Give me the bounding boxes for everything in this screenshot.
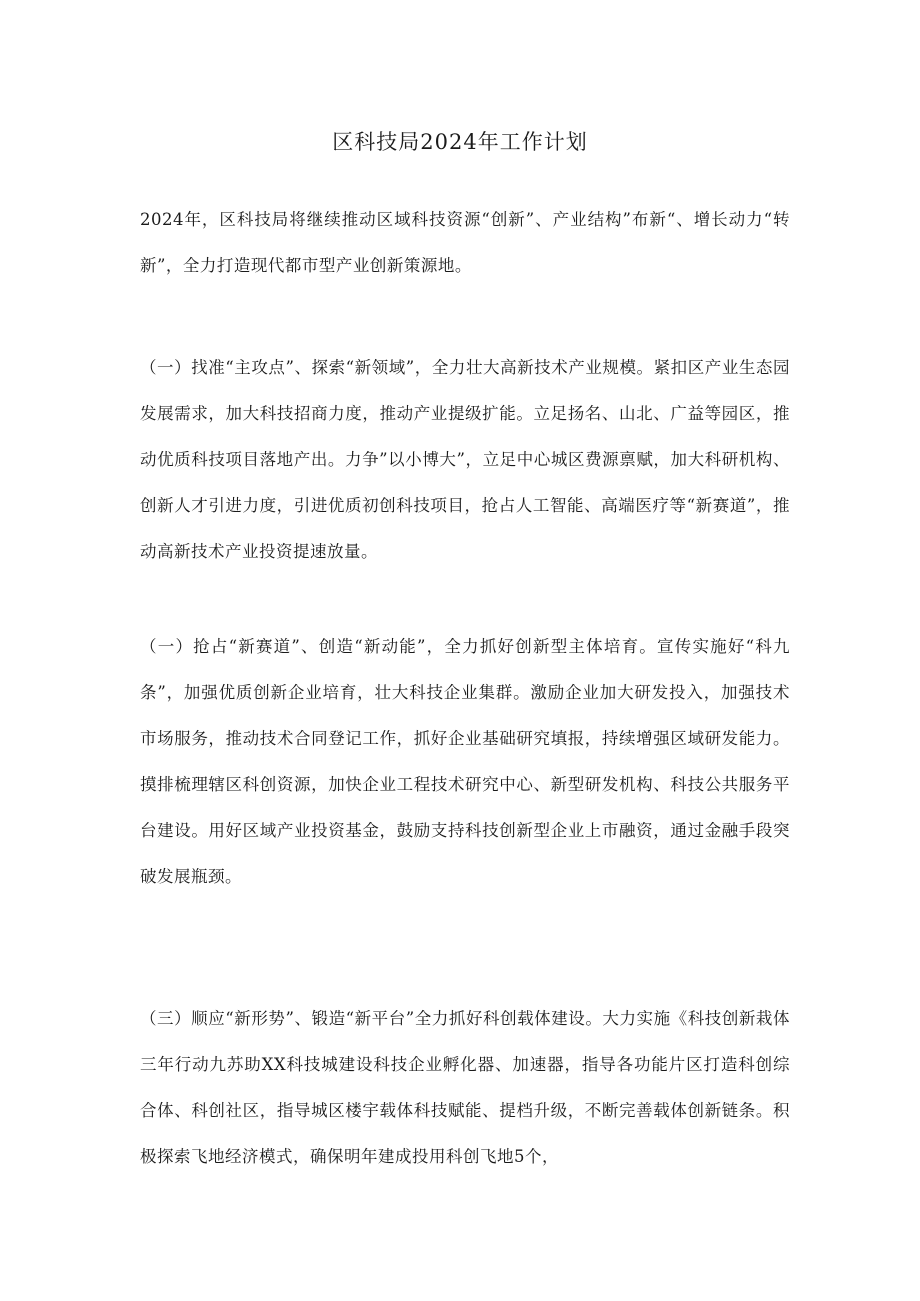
- document-title: 区科技局2024年工作计划: [332, 130, 588, 154]
- paragraph-section-2: （一）抢占“新赛道”、创造“新动能”，全力抓好创新型主体培育。宣传实施好“科九条”，加强优质创新企业培育，壮大科技企业集群。激励企业加大研发投入，加强技术市场服务，推动技术合同登记工作，抓好企业基础研究填报，持续增强区域研发能力。摸排梳理辖区科创资源，加快企业工程技术研究中心、新型研发机构、科技公共服务平台建设。用好区域产业投资基金，鼓励支持科技创新型企业上市融资，通过金融手段突破发展瓶颈。: [140, 637, 790, 886]
- paragraph-section-1: （一）找准“主攻点”、探索“新领域”，全力壮大高新技术产业规模。紧扣区产业生态园发展需求，加大科技招商力度，推动产业提级扩能。立足扬名、山北、广益等园区，推动优质科技项目落地产出。力争”以小博大”，立足中心城区费源禀赋，加大科研机构、创新人才引进力度，引进优质初创科技项目，抢占人工智能、高端医疗等“新赛道”，推动高新技术产业投资提速放量。: [140, 358, 790, 561]
- paragraph-section-3: （三）顺应“新形势”、锻造“新平台”全力抓好科创载体建设。大力实施《科技创新栽体三年行动九苏助XX科技城建设科技企业孵化器、加速器，指导各功能片区打造科创综合体、科创社区，指导城区楼宇载体科技赋能、提档升级，不断完善载体创新链条。积极探索飞地经济模式，确保明年建成投用科创飞地5个，: [140, 1009, 790, 1166]
- paragraph-intro: 2024年，区科技局将继续推动区域科技资源“创新”、产业结构”布新“、增长动力“转新”，全力打造现代都市型产业创新策源地。: [140, 210, 790, 275]
